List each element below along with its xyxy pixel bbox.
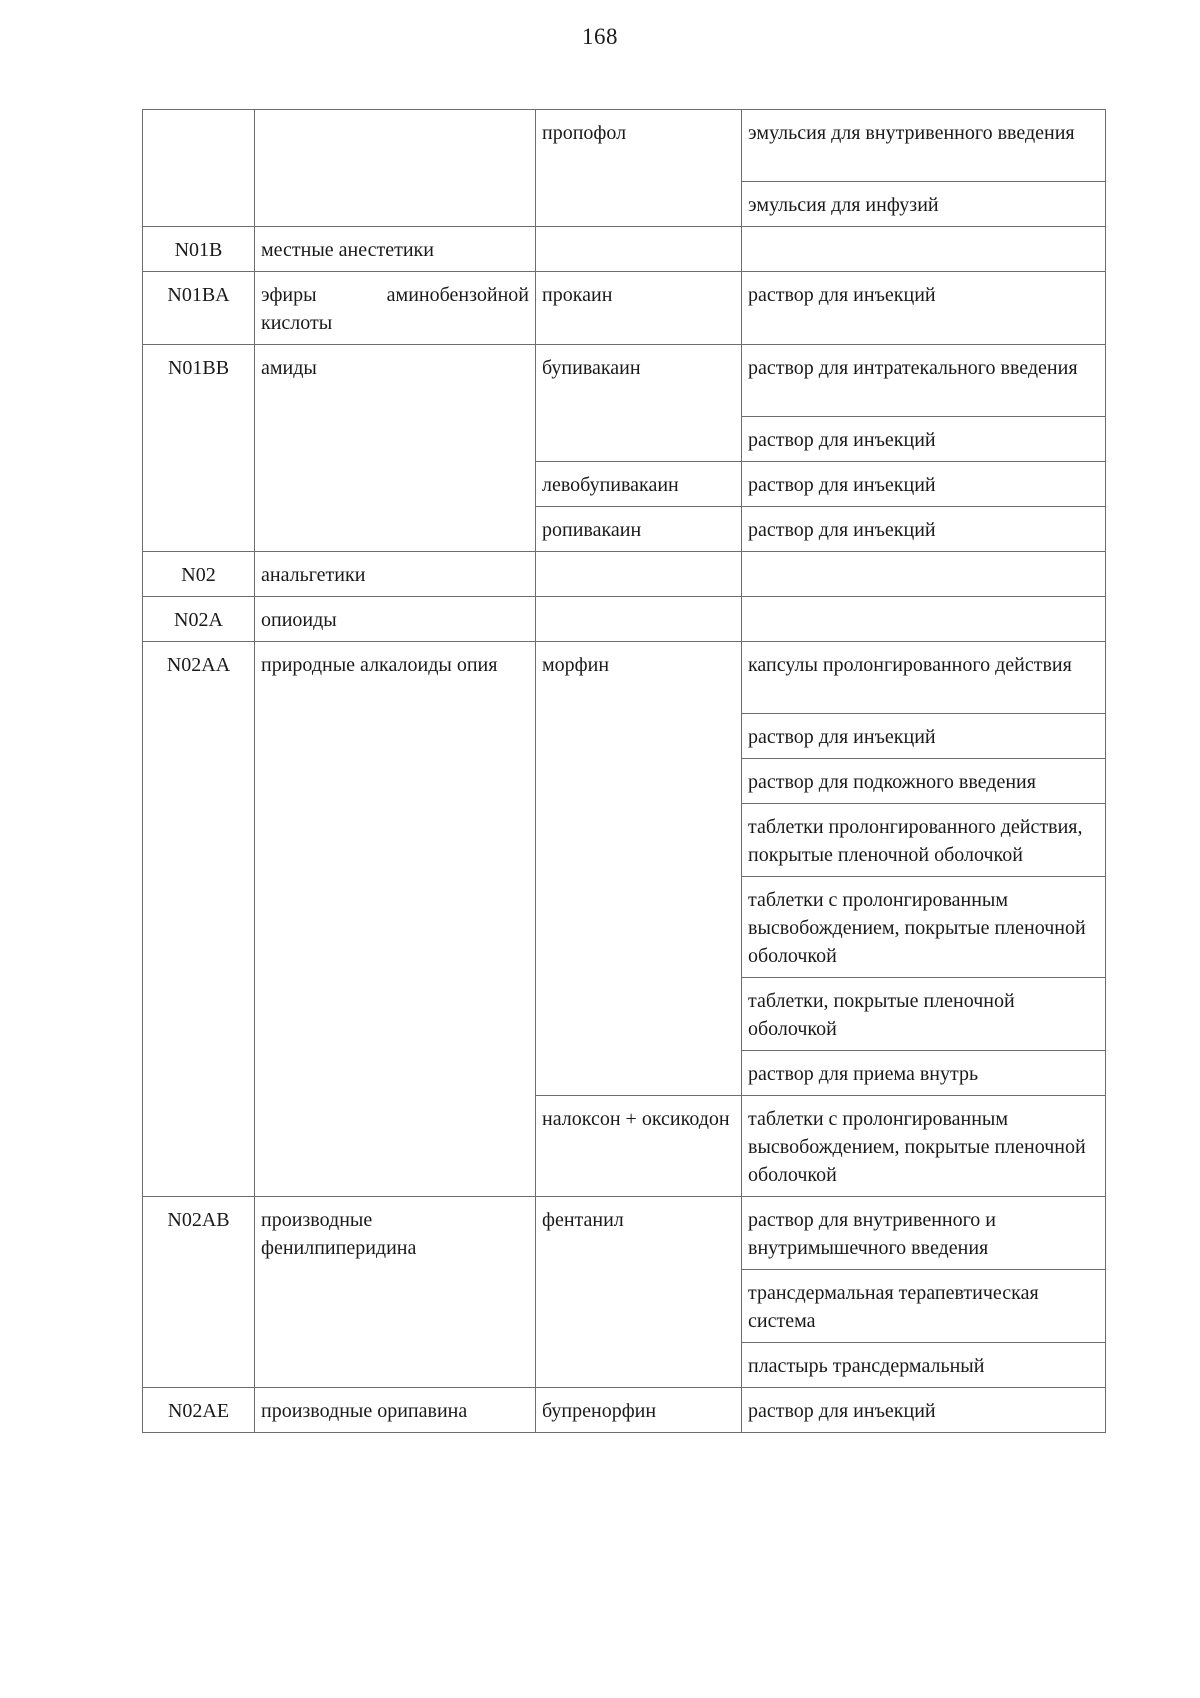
table-row [143,597,1106,642]
drug-name-cell: ропивакаин [536,507,742,552]
table-row [143,552,1106,597]
drug-name-cell: морфин [536,642,742,1096]
dosage-form-cell [742,552,1106,597]
atc-code-cell [143,110,255,227]
dosage-form-cell: трансдермальная терапевтическая система [742,1270,1106,1343]
dosage-form-cell: раствор для инъекций [742,714,1106,759]
dosage-form-cell: пластырь трансдермальный [742,1343,1106,1388]
atc-code-cell: N01BA [143,272,255,345]
table-row [143,642,1106,714]
atc-code-cell: N02 [143,552,255,597]
drug-name-cell: левобупивакаин [536,462,742,507]
dosage-form-cell [742,227,1106,272]
dosage-form-cell: раствор для внутривенного и внутримышечного введения [742,1197,1106,1270]
drug-name-cell: бупренорфин [536,1388,742,1433]
dosage-form-cell: таблетки, покрытые пленочной оболочкой [742,978,1106,1051]
group-name-cell: производные фенилпиперидина [255,1197,536,1388]
group-name-cell: местные анестетики [255,227,536,272]
drug-name-cell [536,552,742,597]
dosage-form-cell: раствор для подкожного введения [742,759,1106,804]
page-number: 168 [582,24,618,49]
table-row [143,227,1106,272]
drug-name-cell [536,227,742,272]
table-row [143,272,1106,345]
drug-name-cell: налоксон + оксикодон [536,1096,742,1197]
drug-name-cell: бупивакаин [536,345,742,462]
dosage-form-cell: раствор для инъекций [742,417,1106,462]
dosage-form-cell: раствор для инъекций [742,1388,1106,1433]
dosage-form-cell: раствор для инъекций [742,272,1106,345]
table-row [143,110,1106,182]
atc-code-cell: N02A [143,597,255,642]
table-row [143,1388,1106,1433]
atc-code-cell: N01B [143,227,255,272]
dosage-form-cell: эмульсия для внутривенного введения [742,110,1106,182]
group-name-cell: природные алкалоиды опия [255,642,536,1197]
group-name-cell [255,110,536,227]
group-name-cell: амиды [255,345,536,552]
dosage-form-cell: раствор для инъекций [742,507,1106,552]
atc-code-cell: N02AB [143,1197,255,1388]
atc-code-cell: N02AA [143,642,255,1197]
dosage-form-cell: раствор для интратекального введения [742,345,1106,417]
dosage-form-cell: таблетки с пролонгированным высвобождением, покрытые пленочной оболочкой [742,877,1106,978]
table-row [143,1197,1106,1270]
drug-name-cell [536,597,742,642]
drug-name-cell: прокаин [536,272,742,345]
group-name-cell: анальгетики [255,552,536,597]
dosage-form-cell: эмульсия для инфузий [742,182,1106,227]
drug-name-cell: пропофол [536,110,742,227]
dosage-form-cell: капсулы пролонгированного действия [742,642,1106,714]
dosage-form-cell: раствор для приема внутрь [742,1051,1106,1096]
dosage-form-cell [742,597,1106,642]
atc-code-cell: N02AE [143,1388,255,1433]
atc-code-cell: N01BB [143,345,255,552]
group-name-cell: эфиры аминобензойной кислоты [255,272,536,345]
drug-name-cell: фентанил [536,1197,742,1388]
group-name-cell: производные орипавина [255,1388,536,1433]
dosage-form-cell: раствор для инъекций [742,462,1106,507]
table-row [143,345,1106,417]
drug-table [142,109,1106,1433]
dosage-form-cell: таблетки с пролонгированным высвобождением, покрытые пленочной оболочкой [742,1096,1106,1197]
dosage-form-cell: таблетки пролонгированного действия, покрытые пленочной оболочкой [742,804,1106,877]
group-name-cell: опиоиды [255,597,536,642]
